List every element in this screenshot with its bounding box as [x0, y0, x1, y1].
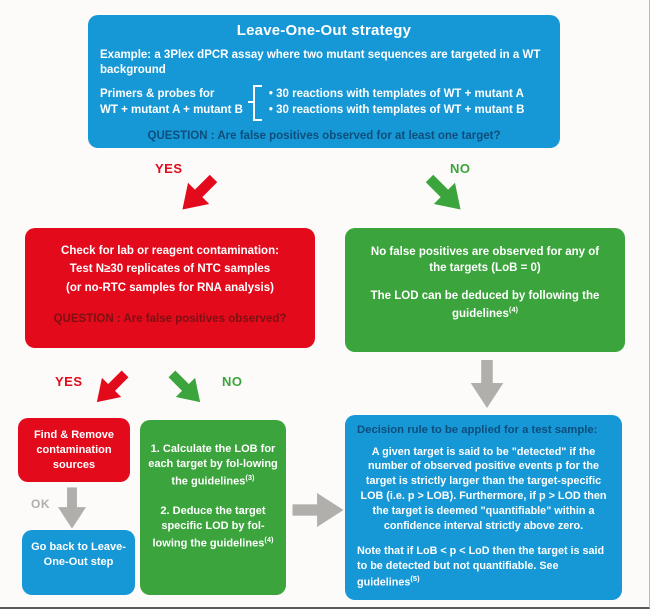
yes-label: YES	[155, 161, 183, 176]
question-text: QUESTION : Are false positives observed for at least one target?	[147, 129, 501, 142]
down-arrow-icon	[470, 360, 504, 408]
page-title: Leave-One-Out strategy	[236, 22, 412, 39]
no-arrow-icon	[161, 363, 212, 414]
brace-icon	[253, 85, 262, 121]
reference-superscript: (4)	[508, 304, 519, 314]
primers-text: Primers & probes for WT + mutant A + mutant B	[100, 88, 243, 116]
primers-row	[100, 85, 548, 121]
go-back-box: Go back to Leave-One-Out step	[22, 530, 135, 595]
yes-arrow-icon	[86, 363, 137, 414]
calc-step-2: 2. Deduce the target specific LOD by fol-lowing the guidelines$^{(4)}$	[152, 504, 274, 550]
decision-body: A given target is said to be "detected" if the number of observed positive events p for the target is strictly larger than the target-specific LOB (i.e. p > LOB). Furthermore, if p > LOD then the target is deemed "quantifiable" within a confidence interval strictly above zero.	[360, 445, 607, 533]
decision-rule-box	[345, 415, 622, 600]
no-label: NO	[222, 374, 243, 389]
question-text: QUESTION : Are false positives observed?	[53, 313, 287, 326]
strategy-box	[88, 15, 560, 148]
calculate-lob-box	[140, 420, 286, 595]
ok-label: OK	[31, 497, 50, 511]
decision-note: Note that if LoB < p < LoD then the target is said to be detected but not quantifiable. See guidelines$^{(5)}$	[357, 544, 605, 589]
down-arrow-icon	[58, 487, 86, 529]
decision-header: Decision rule to be applied for a test sample:	[357, 424, 598, 436]
yes-label: YES	[55, 374, 83, 389]
reactions-list	[269, 87, 524, 118]
contamination-check-box: Check for lab or reagent contamination: Test N≥30 replicates of NTC samples (or no-RTC samples for RNA analysis) QUESTION : Are false positives observed?	[25, 228, 315, 348]
reference-superscript: (3)	[245, 472, 255, 482]
reference-superscript: (5)	[410, 573, 420, 583]
right-arrow-icon	[292, 493, 344, 527]
reference-superscript: (4)	[264, 534, 274, 544]
find-remove-box: Find & Remove contamination sources	[18, 418, 130, 482]
no-false-positives-box: No false positives are observed for any of the targets (LoB = 0) The LOD can be deduced by following the guidelines$^{(4)}$	[345, 228, 625, 352]
no-label: NO	[450, 161, 471, 176]
calc-step-1: 1. Calculate the LOB for each target by fol-lowing the guidelines$^{(3)}$	[148, 443, 278, 488]
reaction-item: • 30 reactions with templates of WT + mutant A	[268, 88, 524, 101]
example-text: Example: a 3Plex dPCR assay where two mutant sequences are targeted in a WT background	[100, 49, 541, 76]
reaction-item: • 30 reactions with templates of WT + mutant B	[268, 103, 525, 116]
